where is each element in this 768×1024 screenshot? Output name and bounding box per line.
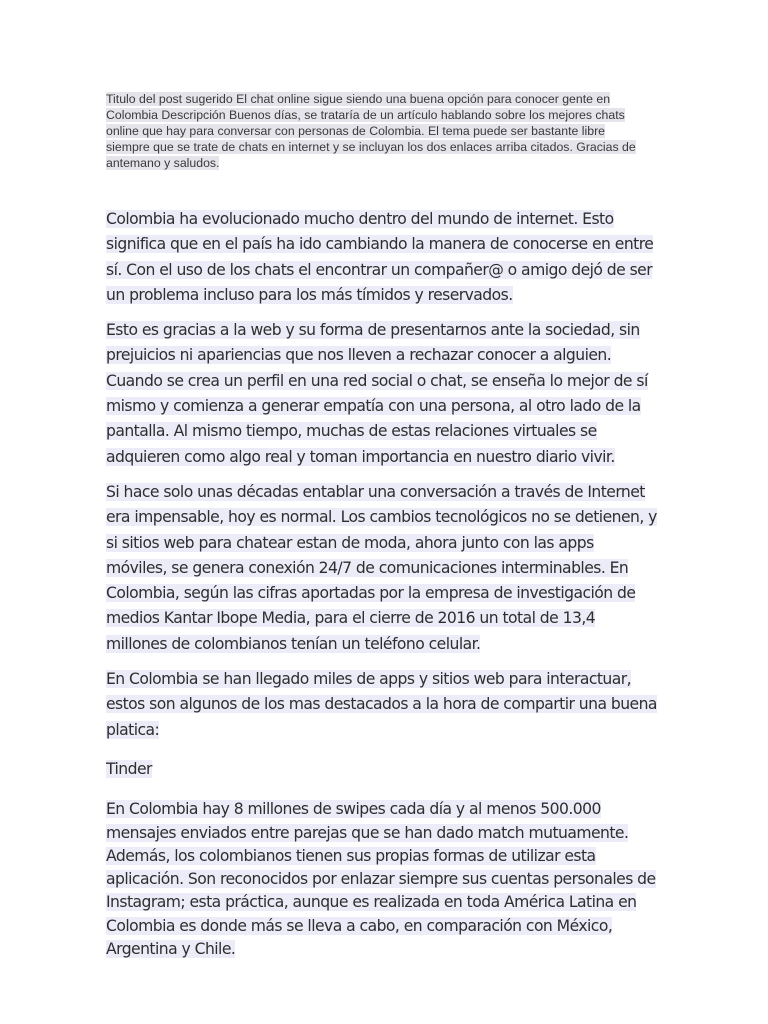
section-paragraph-text: En Colombia hay 8 millones de swipes cada día y al menos 500.000 mensajes enviados entre parejas que se han dado match mutuamente. Además, los colombianos tienen sus propias formas de utilizar esta aplicación. Son reconocidos por enlazar siempre sus cuentas personales de Instagram; esta práctica, aunque es realizada en toda América Latina en Colombia es donde más se lleva a cabo, en comparación con México, Argentina y Chile. — [106, 800, 656, 959]
article-paragraph — [106, 207, 658, 308]
paragraph-text: Esto es gracias a la web y su forma de presentarnos ante la sociedad, sin prejuicios ni apariencias que nos lleven a rechazar conocer a alguien. Cuando se crea un perfil en una red social o chat, se enseña lo mejor de sí mismo y comienza a generar empatía con una persona, al otro lado de la pantalla. Al mismo tiempo, muchas de estas relaciones virtuales se adquieren como algo real y toman importancia en nuestro diario vivir. — [106, 321, 648, 466]
brief-text: Titulo del post sugerido El chat online sigue siendo una buena opción para conocer gente en Colombia Descripción Buenos días, se trataría de un artículo hablando sobre los mejores chats online que hay para conversar con personas de Colombia. El tema puede ser bastante libre siempre que se trate de chats en internet y se incluyan los dos enlaces arriba citados. Gracias de antemano y saludos. — [106, 92, 636, 170]
section-heading-text: Tinder — [106, 759, 152, 778]
paragraph-text: Si hace solo unas décadas entablar una conversación a través de Internet era impensable, hoy es normal. Los cambios tecnológicos no se detienen, y si sitios web para chatear estan de moda, ahora junto con las apps móviles, se genera conexión 24/7 de comunicaciones interminables. En Colombia, según las cifras aportadas por la empresa de investigación de medios Kantar Ibope Media, para el cierre de 2016 un total de 13,4 millones de colombianos tenían un teléfono celular. — [106, 482, 657, 653]
article-paragraph — [106, 318, 658, 470]
paragraph-text: Colombia ha evolucionado mucho dentro del mundo de internet. Esto significa que en el país ha ido cambiando la manera de conocerse en entre sí. Con el uso de los chats el encontrar un compañer@ o amigo dejó de ser un problema incluso para los más tímidos y reservados. — [106, 210, 654, 304]
paragraph-text: En Colombia se han llegado miles de apps y sitios web para interactuar, estos son algunos de los mas destacados a la hora de compartir una buena platica: — [106, 670, 657, 739]
article-body — [106, 207, 658, 971]
assignment-brief — [106, 91, 651, 171]
article-paragraph — [106, 480, 658, 657]
section-paragraph — [106, 798, 658, 961]
article-paragraph — [106, 667, 658, 743]
section-heading — [106, 757, 658, 782]
